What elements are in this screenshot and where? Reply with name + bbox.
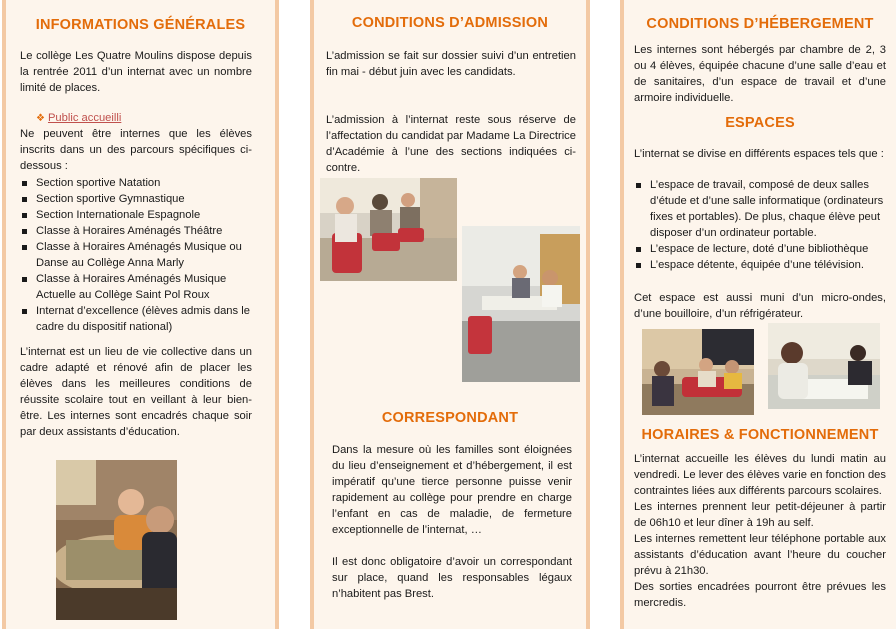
section-title-espaces: ESPACES bbox=[725, 115, 795, 131]
column-informations bbox=[2, 0, 279, 629]
horaires-paragraph-3: Les internes remettent leur téléphone portable aux assistants d’éducation avant l’heure du coucher prévu à 21h30. bbox=[634, 533, 886, 577]
photo-puzzle bbox=[56, 460, 177, 620]
list-item: L’espace de lecture, doté d’une bibliothèque bbox=[634, 241, 886, 257]
parcours-list bbox=[20, 175, 252, 335]
photo-salle-detente bbox=[320, 178, 457, 281]
espaces-extra: Cet espace est aussi muni d’un micro-ondes, d’une bouilloire, d’un réfrigérateur. bbox=[634, 292, 886, 320]
horaires-block bbox=[634, 451, 886, 611]
section-title-informations: INFORMATIONS GÉNÉRALES bbox=[35, 17, 246, 33]
list-item: L’espace de travail, composé de deux salles d’étude et d’une salle informatique (ordinateurs fixes et portables). De plus, chaque élève peut disposer d’un ordinateur portable. bbox=[634, 177, 886, 241]
list-item: Section sportive Gymnastique bbox=[20, 191, 252, 207]
list-item: Section sportive Natation bbox=[20, 175, 252, 191]
section-title-admission: CONDITIONS D’ADMISSION bbox=[351, 15, 549, 31]
diamond-bullet-icon: ❖ bbox=[36, 113, 45, 124]
admission-paragraph-1: L’admission se fait sur dossier suivi d’un entretien fin mai - début juin avec les candidats. bbox=[326, 50, 576, 78]
public-heading bbox=[36, 108, 121, 126]
hebergement-paragraph: Les internes sont hébergés par chambre de 2, 3 ou 4 élèves, équipée chacune d’une salle d’eau et de sanitaires, d’un espace de travail et d’une armoire individuelle. bbox=[634, 44, 886, 104]
admission-paragraph-2: L’admission à l’internat reste sous réserve de l’affectation du candidat par Madame La Directrice d’Académie à l’une des sections indiquées ci-contre. bbox=[326, 114, 576, 174]
espaces-intro: L’internat se divise en différents espaces tels que : bbox=[634, 148, 884, 160]
list-item: Internat d’excellence (élèves admis dans le cadre du dispositif national) bbox=[20, 303, 252, 335]
public-paragraph: Ne peuvent être internes que les élèves inscrits dans un des parcours spécifiques ci-dessous : bbox=[20, 128, 252, 172]
column-admission bbox=[310, 0, 590, 629]
public-accueilli-label: Public accueilli bbox=[47, 112, 122, 124]
correspondant-paragraph-1: Dans la mesure où les familles sont éloignées du lieu d’enseignement et d’hébergement, il est impératif qu’une tierce personne puisse venir rapidement au collège pour prendre en charge l’enfant en cas de maladie, de fermeture exceptionnelle de l’internat, … bbox=[332, 444, 572, 536]
correspondant-paragraph-2: Il est donc obligatoire d’avoir un correspondant sur place, quand les responsables légaux n’habitent pas Brest. bbox=[332, 556, 572, 600]
list-item: Classe à Horaires Aménagés Musique Actuelle au Collège Saint Pol Roux bbox=[20, 271, 252, 303]
section-title-correspondant: CORRESPONDANT bbox=[381, 410, 519, 426]
horaires-paragraph-4: Des sorties encadrées pourront être prévues les mercredis. bbox=[634, 581, 886, 609]
list-item: L’espace détente, équipée d’une télévision. bbox=[634, 257, 886, 273]
horaires-paragraph-1: L’internat accueille les élèves du lundi matin au vendredi. Le lever des élèves varie en fonction des contraintes liées aux différents parcours scolaires. bbox=[634, 453, 886, 497]
horaires-paragraph-2: Les internes prennent leur petit-déjeuner à partir de 06h10 et leur dîner à 19h au self. bbox=[634, 501, 886, 529]
photo-detente bbox=[642, 329, 754, 415]
section-title-horaires: HORAIRES & FONCTIONNEMENT bbox=[641, 427, 879, 443]
photo-etude-soir bbox=[768, 323, 880, 409]
list-item: Section Internationale Espagnole bbox=[20, 207, 252, 223]
column-hebergement bbox=[620, 0, 896, 629]
list-item: Classe à Horaires Aménagés Théâtre bbox=[20, 223, 252, 239]
intro-paragraph: Le collège Les Quatre Moulins dispose depuis la rentrée 2011 d’un internat avec un nombre limité de places. bbox=[20, 50, 252, 94]
list-item: Classe à Horaires Aménagés Musique ou Danse au Collège Anna Marly bbox=[20, 239, 252, 271]
photo-salle-etude bbox=[462, 226, 580, 382]
section-title-hebergement: CONDITIONS D’HÉBERGEMENT bbox=[646, 16, 874, 32]
vie-paragraph: L’internat est un lieu de vie collective dans un cadre adapté et rénové afin de placer les élèves dans les meilleures conditions de réussite scolaire tout en veillant à leur bien-être. Les internes sont encadrés chaque soir par deux assistants d’éducation. bbox=[20, 346, 252, 438]
espaces-list bbox=[634, 177, 886, 273]
